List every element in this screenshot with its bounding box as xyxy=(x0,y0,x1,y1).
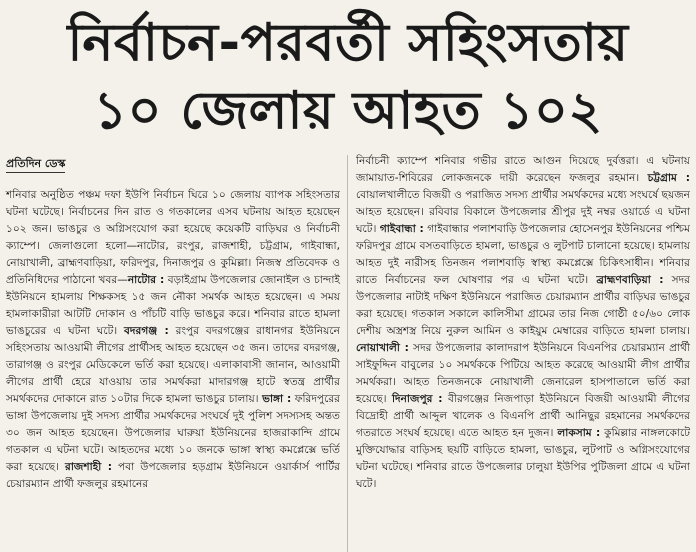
right-column xyxy=(356,153,690,552)
paragraph: গাইবান্ধার পলাশবাড়ি উপজেলার হোসেনপুর ইউনিয়নের পশ্চিম ফরিদপুর গ্রামে বসতবাড়িতে হামলা, ভাঙচুর ও লুটপাট চালানো হয়েছে। হামলায় আহত দুই নারীসহ তিনজন পলাশবাড়ি স্বাস্থ্য কমপ্লেক্সে চিকিৎসাধীন। শনিবার রাতে নির্বাচনের ফল ঘোষণার পর এ ঘটনা ঘটে। xyxy=(356,223,690,286)
headline-line-2: ১০ জেলায় আহত ১০২ xyxy=(93,81,603,141)
paragraph: নির্বাচনী ক্যাম্পে শনিবার গভীর রাতে আগুন দিয়েছে দুর্বত্তরা। এ ঘটনায় জামায়াত-শিবিরের লোকজনকে দায়ী করেছেন ফজলুর রহমান। xyxy=(356,155,690,184)
paragraph: পবা উপজেলার হড়গ্রাম ইউনিয়নে ওয়ার্কার্স পার্টির চেয়ারম্যান প্রার্থী ফজলুর রহমানের xyxy=(6,461,340,490)
place-label: নোয়াখালী : xyxy=(356,342,409,354)
article-body-left xyxy=(6,187,340,493)
place-label: চট্টগ্রাম : xyxy=(647,172,690,184)
headline-line-1: নির্বাচন-পরবর্তী সহিংসতায় xyxy=(67,13,629,73)
article-body-right xyxy=(356,153,690,493)
byline: প্রতিদিন ডেস্ক xyxy=(6,155,65,173)
column-divider xyxy=(347,155,348,552)
paragraph: ফরিদপুরের ভাঙ্গা উপজেলায় দুই সদস্য প্রার্থীর সমর্থকদের সংঘর্ষে দুই পুলিশ সদস্যসহ অন্তত ৩০ জন আহত হয়েছেন। উপজেলার ঘারুয়া ইউনিয়নের হাজরাকান্দি গ্রামে গতকাল এ ঘটনা ঘটে। আহতদের মধ্যে ১০ জনকে ভাঙ্গা স্বাস্থ্য কমপ্লেক্সে ভর্তি করা হয়েছে। xyxy=(6,393,340,473)
left-column xyxy=(6,155,340,552)
paragraph: সদর উপজেলার কালাদরাপ ইউনিয়নে বিএনপির চেয়ারম্যান প্রার্থী সাইফুদ্দিন বাবুলের ১০ সমর্থককে পিটিয়ে আহত করেছে আওয়ামী লীগ প্রার্থীর সমর্থকরা। আহত তিনজনকে নোয়াখালী জেনারেল হাসপাতালে ভর্তি করা হয়েছে। xyxy=(356,342,690,405)
place-label: লাকসাম : xyxy=(557,427,601,439)
paragraph: বীরগঞ্জের নিজপাড়া ইউনিয়নে বিজয়ী আওয়ামী লীগের বিদ্রোহী প্রার্থী আব্দুল খালেক ও বিএনপি প্রার্থী আনিছুর রহমানের সমর্থকদের গতরাতে সংঘর্ষ হয়েছে। এতে আহত হন দুজন। xyxy=(356,393,690,439)
paragraph: রংপুর বদরগঞ্জের রাধানগর ইউনিয়নে সহিংসতায় আওয়ামী লীগের প্রার্থীসহ আহত হয়েছেন ৩৫ জন। তাদের বদরগঞ্জ, তারাগঞ্জ ও রংপুর মেডিকেলে ভর্তি করা হয়েছে। এলাকাবাসী জানান, আওয়ামী লীগের প্রার্থী হেরে যাওয়ায় তার সমর্থকরা মাদারগঞ্জ হাটে স্বতন্ত্র প্রার্থীর সমর্থকদের দোকানে রাত ১০টার দিকে হামলা ভাঙচুর চালায়। xyxy=(6,325,341,405)
place-label: ভাঙ্গা : xyxy=(262,393,292,405)
headline xyxy=(0,0,696,146)
paragraph: কুমিল্লার নাঙ্গলকোটে মুক্তিযোদ্ধার বাড়িসহ ছয়টি বাড়িতে হামলা, ভাঙচুর, লুটপাট ও অগ্নিসংযোগের ঘটনা ঘটেছে। শনিবার রাতে উপজেলার ঢালুয়া ইউপির পুটিজলা গ্রামে এ ঘটনা ঘটে। xyxy=(356,427,690,490)
paragraph: শনিবার অনুষ্ঠিত পঞ্চম দফা ইউপি নির্বাচন ঘিরে ১০ জেলায় ব্যাপক সহিংসতার ঘটনা ঘটেছে। নির্বাচনের দিন রাত ও গতকালের এসব ঘটনায় আহত হয়েছেন ১০২ জন। ভাঙচুর ও অগ্নিসংযোগ করা হয়েছে কয়েকটি বাড়িঘর ও নির্বাচনী ক্যাম্পে। জেলাগুলো হলো—নাটোর, রংপুর, রাজশাহী, চট্টগ্রাম, গাইবান্ধা, নোয়াখালী, ব্রাহ্মণবাড়িয়া, ফরিদপুর, দিনাজপুর ও কুমিল্লা। নিজস্ব প্রতিবেদক ও প্রতিনিধিদের পাঠানো খবর— xyxy=(6,189,340,286)
place-label: গাইবান্ধা : xyxy=(379,223,424,235)
place-label: রাজশাহী : xyxy=(65,461,112,473)
place-label: ব্রাহ্মণবাড়িয়া : xyxy=(596,274,664,286)
place-label: দিনাজপুর : xyxy=(392,393,443,405)
paragraph: বোয়ালখালীতে বিজয়ী ও পরাজিত সদস্য প্রার্থীর সমর্থকদের মধ্যে সংঘর্ষে ছয়জন আহত হয়েছেন। রবিবার বিকালে উপজেলার শ্রীপুর দুই নম্বর ওয়ার্ডে এ ঘটনা ঘটে। xyxy=(356,189,690,235)
paragraph: সদর উপজেলার নাটাই দক্ষিণ ইউনিয়নে পরাজিত চেয়ারম্যান প্রার্থীর বাড়িঘর ভাঙচুর করা হয়েছে। গতকাল সকালে কালিসীমা গ্রামের তার নিজ গোষ্ঠী ৫০/৬০ লোক দেশীয় অস্ত্রশস্ত্র নিয়ে নুরুল আমিন ও কাইয়ুম মেম্বারের বাড়িতে হামলা চালায়। xyxy=(356,274,690,337)
place-label: বদরগঞ্জ : xyxy=(124,325,169,337)
paragraph: বড়াইগ্রাম উপজেলার জোনাইল ও চান্দাই ইউনিয়নে হামলায় শিক্ষকসহ ১৫ জন নৌকা সমর্থক আহত হয়েছেন। এ সময় হামলাকারীরা আটটি দোকান ও পাঁচটি বাড়ি ভাঙচুর করে। শনিবার রাতে হামলা ভাঙচুরের এ ঘটনা ঘটে। xyxy=(6,274,340,337)
place-label: নাটোর : xyxy=(127,274,165,286)
